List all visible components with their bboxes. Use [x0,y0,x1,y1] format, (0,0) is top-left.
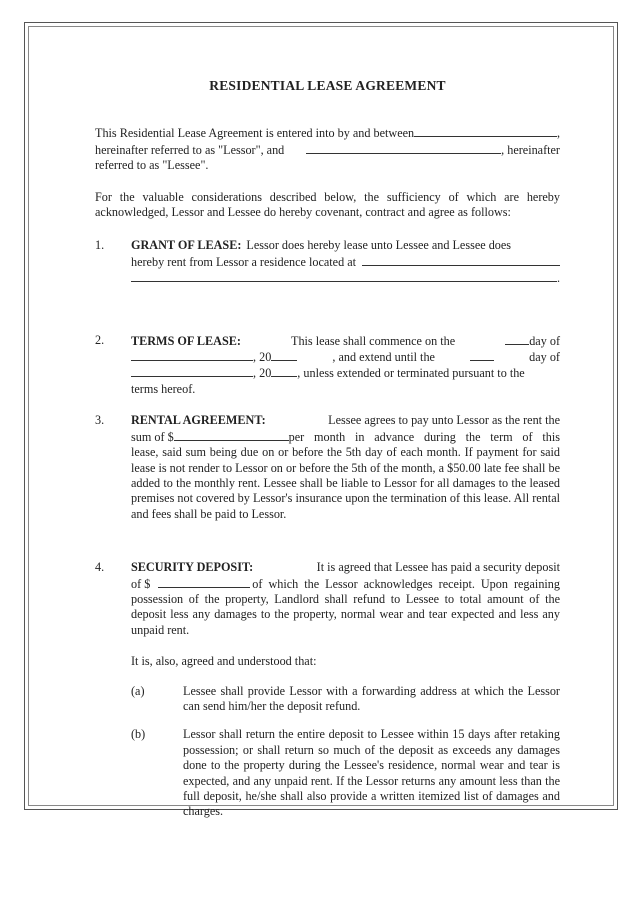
terms-line-3b: , unless extended or terminated pursuant to the [297,366,525,381]
intro-line-3: referred to as "Lessee". [95,158,209,173]
also-agreed: It is, also, agreed and understood that: [131,654,317,669]
clause-a [95,684,560,715]
section-number: 3. [95,413,105,428]
clause-text: Lessee shall provide Lessor with a forwarding address at which the Lessor can send him/her the deposit refund. [183,683,560,713]
intro-line-2: hereinafter referred to as "Lessor", and [95,142,285,157]
considerations-paragraph: For the valuable considerations described below, the sufficiency of which are hereby acknowledged, Lessor and Lessee do hereby covenant, contract and agree as follows: [95,189,560,220]
section-number: 1. [95,238,105,253]
section-heading: GRANT OF LEASE: [131,238,242,253]
clause-label: (b) [131,727,146,742]
end-month-blank[interactable] [131,365,253,377]
section-heading: RENTAL AGREEMENT: [131,413,266,428]
start-year-blank[interactable] [271,349,297,361]
end-day-blank[interactable] [470,349,494,361]
grant-line-1: Lessor does hereby lease unto Lessee and Lessee does [246,238,512,253]
section-security-deposit [95,560,560,669]
deposit-line-1: It is agreed that Lessee has paid a security deposit [316,560,560,575]
terms-line-1a: This lease shall commence on the [291,333,456,348]
intro-line-1: This Residential Lease Agreement is entered into by and between [95,126,415,141]
section-rental-agreement [95,413,560,522]
section-heading: TERMS OF LEASE: [131,333,241,348]
intro-hereinafter: , hereinafter [501,142,560,157]
section-number: 4. [95,560,105,575]
deposit-body: possession of the property, Landlord shall refund to Lessee to total amount of the deposit less any damages to the property, normal wear and tear expected and less any unpaid rent. [131,591,560,637]
lessee-name-blank[interactable] [306,142,501,154]
deposit-of-label: of $ [131,576,151,591]
document-body [95,78,560,833]
rental-line-2: per month in advance during the term of this [288,429,560,444]
clause-b [95,727,560,819]
intro-paragraph: This Residential Lease Agreement is entered into by and between , hereinafter referred to as "Lessor", and , hereinafter referred to as "Lessee". [95,126,560,173]
lessor-name-blank[interactable] [414,125,557,137]
rent-amount-blank[interactable] [174,429,289,441]
grant-line-2: hereby rent from Lessor a residence located at [131,254,357,269]
section-terms-of-lease [95,333,560,398]
section-grant-of-lease: 1. GRANT OF LEASE: Lessor does hereby lease unto Lessee and Lessee does hereby rent from Lessor a residence located at . [95,238,560,286]
end-year-blank[interactable] [271,365,297,377]
deposit-line-2: of which the Lessor acknowledges receipt. Upon regaining [252,576,560,591]
rental-body: lease, said sum being due on or before the 5th day of each month. If payment for said lease is not render to Lessor on or before the 5th of the month, a $50.00 late fee shall be added to the monthly rent. Lessee shall be liable to Lessor for all damages to the leased premises not covered by Lessor's insurance upon the termination of this lease. All rental and fees shall be paid to Lessor. [131,445,560,521]
residence-address-blank[interactable] [362,254,560,266]
terms-line-2c: day of [529,350,560,365]
residence-address-blank-2[interactable] [131,270,557,282]
clause-text: Lessor shall return the entire deposit to Lessee within 15 days after retaking possession; or shall return so much of the deposit as exceeds any damages done to the property during the Lessee's residence, normal wear and tear is expected, and any unpaid rent. If the Lessor returns any amount less than the full deposit, he/she shall also provide a written itemized list of damages and charges. [183,727,560,819]
terms-year-prefix-2: , 20 [253,366,272,381]
start-day-blank[interactable] [505,333,529,345]
section-heading: SECURITY DEPOSIT: [131,560,254,575]
section-number: 2. [95,332,105,347]
terms-line-1b: day of [529,333,560,348]
terms-line-4: terms hereof. [131,381,196,396]
document-title: RESIDENTIAL LEASE AGREEMENT [209,78,446,93]
terms-line-2b: , and extend until the [332,350,435,365]
deposit-amount-blank[interactable] [158,576,250,588]
terms-year-prefix: , 20 [253,350,272,365]
rental-line-1: Lessee agrees to pay unto Lessor as the rent the [328,413,560,428]
start-month-blank[interactable] [131,349,253,361]
clause-label: (a) [131,683,145,698]
rental-sum-label: sum of $ [131,429,174,444]
